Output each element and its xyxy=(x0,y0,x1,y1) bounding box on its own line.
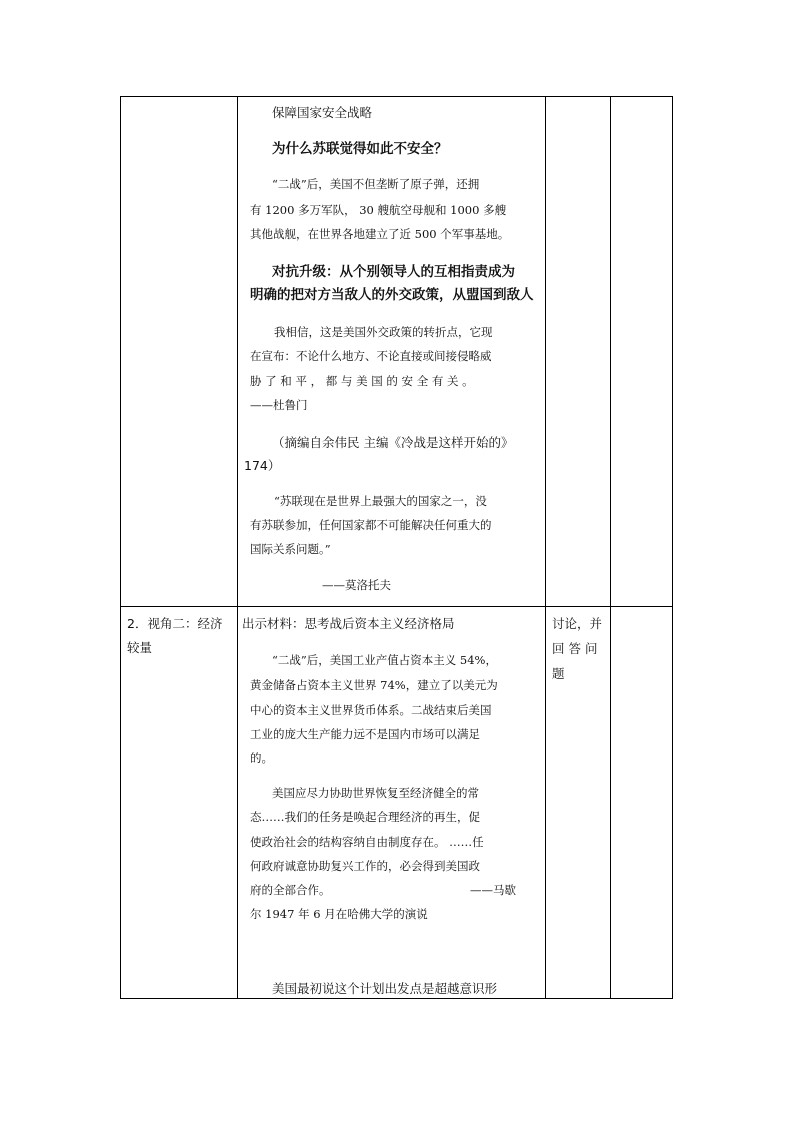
row2-topic-line-2: 较量 xyxy=(127,640,153,655)
row2-content-cell: 出示材料：思考战后资本主义经济格局 “二战”后，美国工业产值占资本主义 54%， 黄金储备占资本主义世界 74%，建立了以美元为 中心的资本主义世界货币体系。二战结束后美国 工业的庞大生产能力远不是国内市场可以满足 的。 美国应尽力协助世界恢复至经济健全的常 态……我们的任务是唤起合理经济的再生，促 使政治社会的结构容纳自由制度存在。 ……任 何政府诚意协助复兴工作的，必会得到美国政 府的全部合作。 ——马歇 尔 1947 年 6 月在哈佛大学的演说 美国最初说这个计划出发点是超越意识形 xyxy=(242,616,516,996)
row2-topic-cell xyxy=(121,607,237,998)
row2-activity-line-3: 题 xyxy=(552,666,565,681)
molotov-attribution: ——莫洛托夫 xyxy=(322,578,391,592)
row2-title-line: 出示材料：思考战后资本主义经济格局 xyxy=(242,616,455,631)
table-col-divider-3 xyxy=(610,96,611,999)
row1-heading-why-unsafe: 为什么苏联觉得如此不安全？ xyxy=(272,141,448,157)
row2-activity-line-2: 回 答 问 xyxy=(552,641,598,656)
truman-attribution: ——杜鲁门 xyxy=(250,398,308,412)
row1-content-cell: 保障国家安全战略 为什么苏联觉得如此不安全？ “二战”后，美国不但垄断了原子弹，还拥 有 1200 多万军队， 30 艘航空母舰和 1000 多艘 其他战舰，在世界各地建立了近 500 个军事基地。 对抗升级：从个别领导人的互相指责成为 明确的把对方当敌人的外交政策，从盟国到敌人 我相信，这是美国外交政策的转折点，它现 在宣布：不论什么地方、不论直接或间接侵略威 胁 了 和 平 ， 都 与 美 国 的 安 全 有 关 。 ——杜鲁门 （摘编自余伟民 主编《冷战是这样开始的》 174） “苏联现在是世界上最强大的国家之一，没 有苏联参加，任何国家都不可能解决任何重大的 国际关系问题。” ——莫洛托夫 xyxy=(244,105,534,592)
table-border-right xyxy=(672,96,673,999)
row2-last-line: 美国最初说这个计划出发点是超越意识形 xyxy=(272,981,498,996)
row2-topic-line-1: 2．视角二：经济 xyxy=(127,616,223,631)
row2-activity-line-1: 讨论，并 xyxy=(552,616,603,631)
row1-title-line: 保障国家安全战略 xyxy=(272,105,373,120)
row2-activity-cell xyxy=(546,607,610,998)
marshall-attribution: ——马歇 xyxy=(470,883,516,897)
table-border-bottom xyxy=(120,998,673,999)
